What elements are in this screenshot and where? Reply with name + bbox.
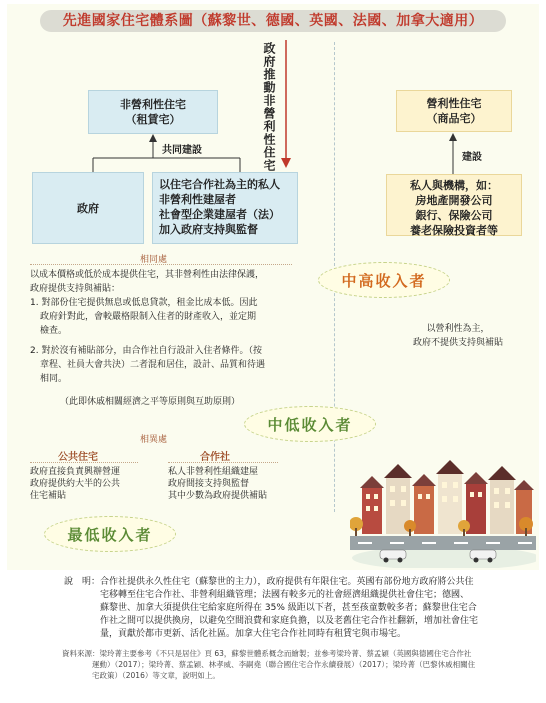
- notes-label: 說 明：: [64, 577, 101, 587]
- similarities-item1-3: 檢查。: [40, 326, 68, 336]
- coop-line2: 政府間接支持與監督: [168, 479, 250, 489]
- public-housing-line2: 政府提供約大半的公共: [30, 479, 121, 489]
- differences-label: 相異處: [140, 435, 168, 445]
- forprofit-private-line2: 房地產開發公司: [415, 194, 493, 207]
- private-builders-line4: 加入政府支持與監督: [159, 223, 258, 236]
- build-label: 建設: [462, 152, 482, 163]
- government-promotes-label: 政府推動非營利性住宅: [262, 42, 276, 172]
- notes-line3: 蘇黎世、加拿大須提供住宅給家庭所得在 35% 級距以下者，甚至孩童數較多者；蘇黎世住宅合: [100, 603, 477, 613]
- coop-label: 合作社: [200, 452, 230, 463]
- coop-line1: 私人非營利性組織建屋: [168, 467, 259, 477]
- coop-text: [168, 466, 308, 502]
- notes-text: [100, 576, 530, 641]
- public-housing-label: 公共住宅: [58, 452, 98, 463]
- forprofit-private-box: [386, 174, 522, 236]
- notes-line5: 量，貢獻於都市更新、活化社區。加拿大住宅合作社同時有租賃宅與市場宅。: [100, 629, 407, 639]
- red-arrow-icon: [280, 40, 292, 170]
- forprofit-private-line3: 銀行、保險公司: [415, 209, 493, 222]
- forprofit-housing-box: [396, 90, 512, 132]
- public-housing-divider: [30, 462, 138, 463]
- co-build-label: 共同建設: [162, 145, 202, 156]
- forprofit-private-line4: 養老保險投資者等: [410, 224, 498, 237]
- forprofit-housing-title: 營利性住宅: [426, 97, 482, 110]
- public-housing-line3: 住宅補貼: [30, 491, 67, 501]
- buildings: [360, 460, 534, 534]
- street-scene: [350, 536, 536, 568]
- notes-line2: 宅移轉至住宅合作社、非營利組織管理；法國有較多元的社會經濟組織提供社會住宅；德國、: [100, 590, 470, 600]
- similarities-divider: [30, 264, 292, 265]
- similarities-text: [30, 268, 320, 386]
- nonprofit-housing-box: [88, 90, 218, 134]
- public-housing-text: [30, 466, 150, 502]
- town-illustration: [350, 440, 536, 568]
- government-label: 政府: [77, 202, 99, 215]
- government-box: [32, 172, 144, 244]
- similarities-intro-1: 以成本價格或低於成本提供住宅，其非營利性由法律保護，: [30, 270, 265, 280]
- similarities-item2-3: 相同。: [40, 374, 68, 384]
- forprofit-note-line1: 以營利性為主，: [426, 324, 490, 334]
- public-housing-line1: 政府直接負責興辦營運: [30, 467, 121, 477]
- similarities-label: 相同處: [140, 255, 168, 265]
- private-builders-box: [152, 172, 298, 244]
- forprofit-housing-subtitle: （商品宅）: [426, 112, 482, 125]
- source-line1: 資料來源：梁玲菁主要參考《不只是居住》頁 63，蘇黎世體系概念而繪製；並參考梁玲菁、蔡孟穎（英國與德國住宅合作社: [62, 649, 472, 658]
- similarities-item1-1: 1. 對部份住宅提供無息或低息貸款，租金比成本低。因此: [30, 298, 258, 308]
- similarities-item1-2: 政府針對此，會較嚴格限制入住者的財產收入，並定期: [40, 312, 257, 322]
- private-builders-line2: 非營利性建屋者: [159, 193, 236, 206]
- forprofit-note: [388, 322, 528, 350]
- nonprofit-housing-subtitle: （租賃宅）: [125, 113, 181, 126]
- notes-line4: 作社之間可以提供換房，以避免空間浪費和家庭負擔，以及老舊住宅合作社翻新，增加社會住宅: [100, 616, 479, 626]
- source-line3: 宅政策）（2016）等文章，說明如上。: [92, 671, 220, 680]
- similarities-item2-1: 2. 對於沒有補貼部分，由合作社自行設計入住者條件。（按: [30, 346, 262, 356]
- similarities-item2-2: 章程、社員大會共決）二者混和居住，設計、品質和待遇: [40, 360, 266, 370]
- private-builders-line3: 社會型企業建屋者（法）: [159, 208, 280, 221]
- mid-low-income-ellipse: 中低收入者: [244, 406, 376, 442]
- forprofit-private-line1: 私人與機構，如：: [410, 179, 498, 192]
- source-text: [62, 648, 532, 681]
- mid-high-income-ellipse: 中高收入者: [318, 262, 450, 298]
- diagram-title: 先進國家住宅體系圖（蘇黎世、德國、英國、法國、加拿大適用）: [40, 10, 506, 32]
- build-arrow-icon: [448, 132, 458, 174]
- forprofit-note-line2: 政府不提供支持與補貼: [412, 338, 503, 348]
- coop-divider: [168, 462, 278, 463]
- source-line2: 運動）（2017）；梁玲菁、蔡孟穎、林孝威、李嗣堯（聯合國住宅合作永續發展）（2017）；梁玲菁（巴黎休戚相關住: [92, 660, 476, 669]
- private-builders-line1: 以住宅合作社為主的私人: [159, 178, 280, 191]
- lowest-income-ellipse: 最低收入者: [44, 516, 176, 552]
- co-build-connector: [60, 134, 260, 174]
- principle-note: （此即休戚相關經濟之平等原則與互助原則）: [60, 397, 241, 407]
- coop-line3: 其中少數為政府提供補貼: [168, 491, 268, 501]
- notes-line1: 合作社提供永久性住宅（蘇黎世的主力），政府提供有年限住宅。英國有部份地方政府將公共住: [100, 577, 474, 587]
- similarities-intro-2: 政府提供支持與補貼：: [30, 284, 121, 294]
- nonprofit-housing-title: 非營利性住宅: [120, 98, 186, 111]
